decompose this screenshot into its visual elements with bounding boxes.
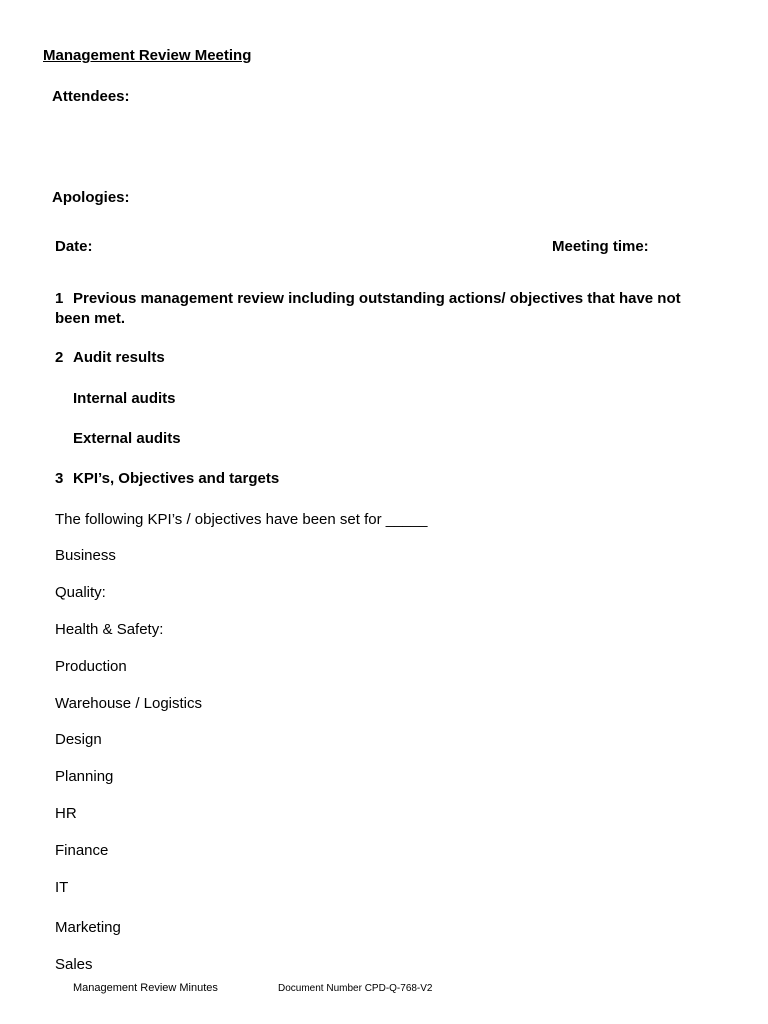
kpi-area-planning: Planning xyxy=(55,768,114,785)
section-3-number: 3 xyxy=(55,470,64,487)
kpi-area-design: Design xyxy=(55,731,102,748)
kpi-area-warehouse-logistics: Warehouse / Logistics xyxy=(55,695,203,712)
section-1-heading xyxy=(55,289,715,329)
kpi-area-quality: Quality: xyxy=(55,584,106,601)
date-label: Date: xyxy=(55,238,93,255)
section-1-number: 1 xyxy=(55,290,64,307)
attendees-label: Attendees: xyxy=(52,88,130,105)
section-3-heading xyxy=(55,470,279,487)
apologies-label: Apologies: xyxy=(52,189,130,206)
kpi-area-business: Business xyxy=(55,547,116,564)
section-2-number: 2 xyxy=(55,349,64,366)
footer-document-title: Management Review Minutes xyxy=(73,982,218,994)
kpi-area-health-safety: Health & Safety: xyxy=(55,621,164,638)
page-title: Management Review Meeting xyxy=(43,47,252,64)
section-1-text: Previous management review including outstanding actions/ objectives that have not been met. xyxy=(55,290,681,327)
kpi-area-production: Production xyxy=(55,658,127,675)
meeting-time-label: Meeting time: xyxy=(552,238,649,255)
kpi-area-sales: Sales xyxy=(55,956,93,973)
kpi-intro: The following KPI’s / objectives have been set for _____ xyxy=(55,511,428,528)
internal-audits-label: Internal audits xyxy=(73,390,176,407)
kpi-area-it: IT xyxy=(55,879,69,896)
section-2-text: Audit results xyxy=(73,349,165,366)
kpi-area-finance: Finance xyxy=(55,842,109,859)
kpi-area-hr: HR xyxy=(55,805,77,822)
footer-document-number: Document Number CPD-Q-768-V2 xyxy=(278,983,433,994)
section-3-text: KPI’s, Objectives and targets xyxy=(73,470,280,487)
kpi-area-marketing: Marketing xyxy=(55,919,121,936)
section-2-heading xyxy=(55,349,165,366)
external-audits-label: External audits xyxy=(73,430,181,447)
